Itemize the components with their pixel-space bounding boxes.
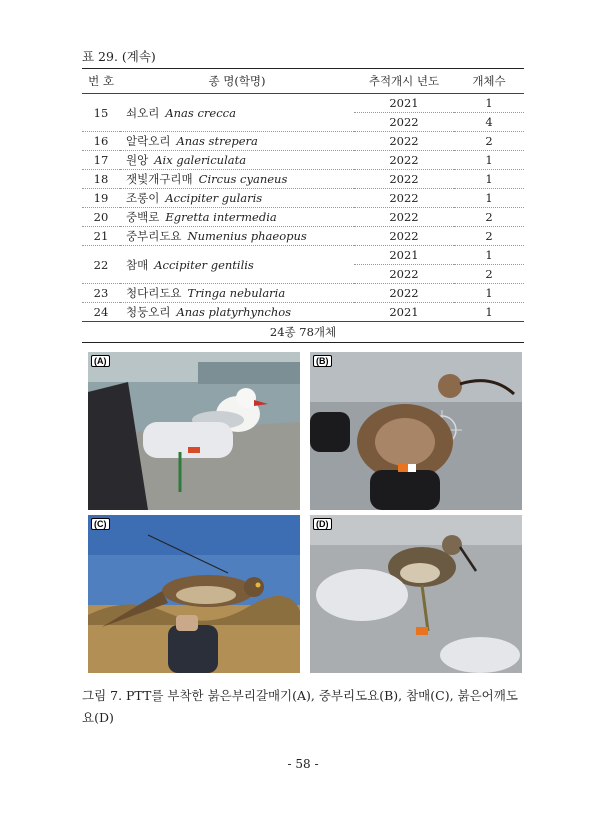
tracking-table (82, 68, 524, 343)
photo-a-label: (A) (91, 355, 110, 367)
tracking-year: 2022 (354, 132, 454, 151)
row-number: 24 (82, 303, 120, 322)
scientific-name: Accipiter gularis (165, 191, 263, 205)
korean-name: 참매 (126, 257, 149, 272)
individual-count: 1 (454, 151, 524, 170)
scientific-name: Aix galericulata (154, 153, 247, 167)
tracking-year: 2021 (354, 94, 454, 113)
tracking-year: 2022 (354, 151, 454, 170)
individual-count: 1 (454, 284, 524, 303)
photo-d-label: (D) (313, 518, 332, 530)
tracking-year: 2022 (354, 265, 454, 284)
tracking-year: 2022 (354, 208, 454, 227)
individual-count: 2 (454, 132, 524, 151)
korean-name: 중백로 (126, 210, 160, 224)
species-name (120, 170, 354, 189)
row-number: 17 (82, 151, 120, 170)
table-row (82, 208, 524, 227)
scientific-name: Tringa nebularia (187, 286, 286, 300)
korean-name: 조롱이 (126, 191, 160, 205)
species-name (120, 246, 354, 284)
species-name (120, 189, 354, 208)
row-number: 23 (82, 284, 120, 303)
table-row (82, 189, 524, 208)
tracking-year: 2022 (354, 170, 454, 189)
photo-c (88, 515, 300, 673)
table-row (82, 227, 524, 246)
individual-count: 2 (454, 265, 524, 284)
table-header-row (82, 69, 524, 94)
korean-name: 청다리도요 (126, 286, 182, 300)
photo-a (88, 352, 300, 510)
total-summary: 24종 78개체 (82, 322, 524, 343)
korean-name: 중부리도요 (126, 229, 182, 243)
table-row (82, 303, 524, 322)
figure-caption: 그림 7. PTT를 부착한 붉은부리갈매기(A), 중부리도요(B), 참매(C), 붉은어깨도요(D) (82, 688, 518, 725)
photo-b (310, 352, 522, 510)
sandpiper-photo-image (310, 515, 522, 673)
header-year: 추적개시 년도 (354, 69, 454, 94)
gull-photo-image (88, 352, 300, 510)
header-count: 개체수 (454, 69, 524, 94)
scientific-name: Anas platyrhynchos (176, 305, 292, 319)
goshawk-photo-image (88, 515, 300, 673)
individual-count: 2 (454, 208, 524, 227)
row-number: 21 (82, 227, 120, 246)
table-body (82, 94, 524, 343)
row-number: 15 (82, 94, 120, 132)
species-name (120, 227, 354, 246)
species-name (120, 151, 354, 170)
header-no: 번 호 (82, 69, 120, 94)
individual-count: 1 (454, 303, 524, 322)
total-row (82, 322, 524, 343)
individual-count: 1 (454, 246, 524, 265)
scientific-name: Numenius phaeopus (187, 229, 307, 243)
species-name (120, 132, 354, 151)
korean-name: 잿빛개구리매 (126, 172, 193, 186)
tracking-year: 2022 (354, 284, 454, 303)
individual-count: 1 (454, 189, 524, 208)
korean-name: 원앙 (126, 153, 149, 167)
row-number: 16 (82, 132, 120, 151)
individual-count: 1 (454, 94, 524, 113)
whimbrel-photo-image (310, 352, 522, 510)
tracking-year: 2021 (354, 303, 454, 322)
species-name (120, 303, 354, 322)
korean-name: 알락오리 (126, 134, 171, 148)
scientific-name: Anas strepera (176, 134, 258, 148)
table-row (82, 284, 524, 303)
tracking-year: 2022 (354, 113, 454, 132)
photo-c-label: (C) (91, 518, 110, 530)
row-number: 20 (82, 208, 120, 227)
page-number: - 58 - (287, 757, 319, 771)
species-name (120, 208, 354, 227)
header-species: 종 명(학명) (120, 69, 354, 94)
korean-name: 쇠오리 (126, 105, 160, 120)
korean-name: 청둥오리 (126, 305, 171, 319)
scientific-name: Circus cyaneus (198, 172, 288, 186)
tracking-year: 2022 (354, 227, 454, 246)
table-row (82, 246, 524, 265)
individual-count: 4 (454, 113, 524, 132)
row-number: 18 (82, 170, 120, 189)
individual-count: 1 (454, 170, 524, 189)
table-title: 표 29. (계속) (82, 49, 156, 64)
photo-b-label: (B) (313, 355, 332, 367)
table-row (82, 132, 524, 151)
tracking-year: 2021 (354, 246, 454, 265)
row-number: 19 (82, 189, 120, 208)
tracking-year: 2022 (354, 189, 454, 208)
scientific-name: Anas crecca (165, 105, 236, 120)
table-row (82, 170, 524, 189)
scientific-name: Accipiter gentilis (154, 257, 254, 272)
table-row (82, 151, 524, 170)
photo-d (310, 515, 522, 673)
species-name (120, 284, 354, 303)
row-number: 22 (82, 246, 120, 284)
table-row (82, 94, 524, 113)
species-name (120, 94, 354, 132)
individual-count: 2 (454, 227, 524, 246)
scientific-name: Egretta intermedia (165, 210, 277, 224)
